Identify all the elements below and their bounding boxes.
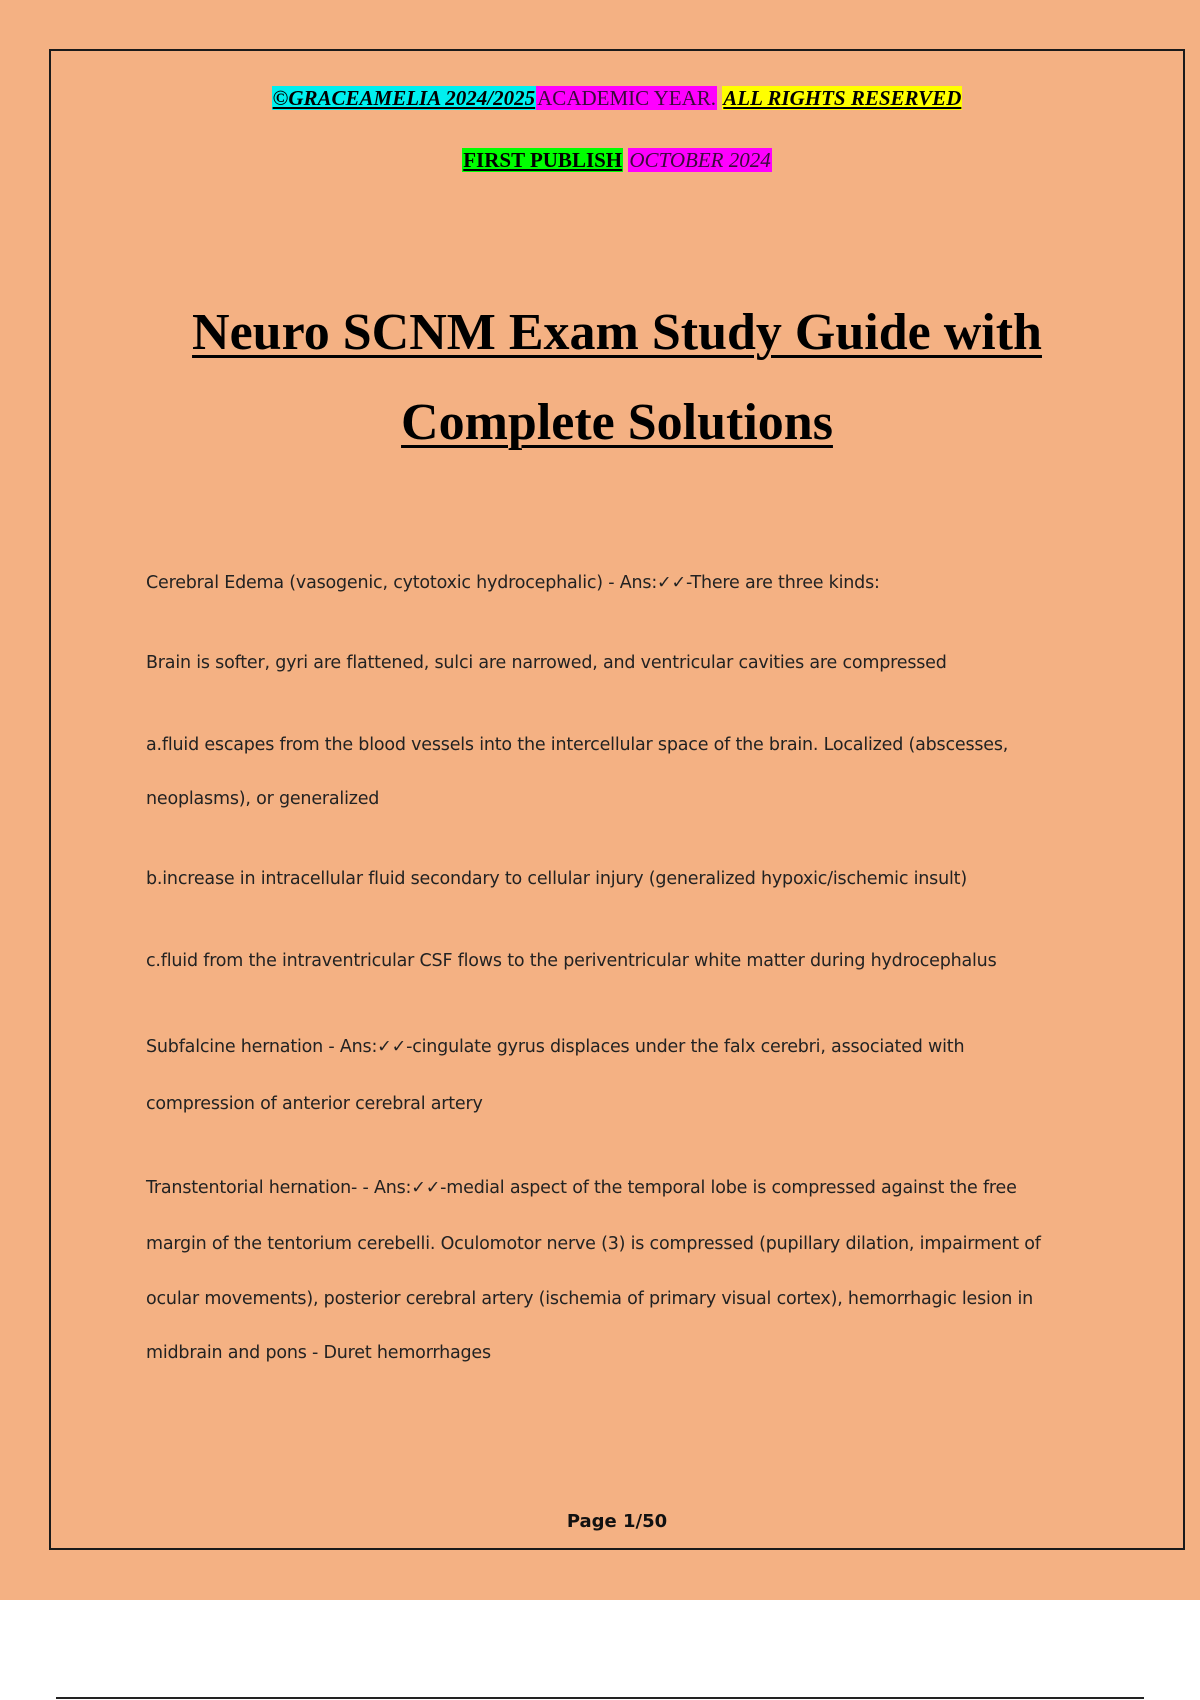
body-line: a.fluid escapes from the blood vessels into the intercellular space of the brain. Localized (abscesses, bbox=[146, 735, 1009, 755]
first-publish-text: FIRST PUBLISH bbox=[463, 148, 623, 172]
body-line: Subfalcine hernation - Ans:✓✓-cingulate gyrus displaces under the falx cerebri, associated with bbox=[146, 1037, 965, 1057]
body-line: margin of the tentorium cerebelli. Oculomotor nerve (3) is compressed (pupillary dilation, impairment of bbox=[146, 1234, 1041, 1254]
rights-reserved-text: ALL RIGHTS RESERVED bbox=[723, 86, 962, 110]
body-line: midbrain and pons - Duret hemorrhages bbox=[146, 1343, 491, 1363]
title-line-1: Neuro SCNM Exam Study Guide with bbox=[192, 304, 1042, 361]
body-line: Transtentorial hernation- - Ans:✓✓-medial aspect of the temporal lobe is compressed against the free bbox=[146, 1178, 1017, 1198]
publish-date-text: OCTOBER 2024 bbox=[629, 148, 771, 172]
body-line: c.fluid from the intraventricular CSF flows to the periventricular white matter during hydrocephalus bbox=[146, 951, 997, 971]
copyright-text: ©GRACEAMELIA 2024/2025 bbox=[272, 86, 536, 110]
body-line: Cerebral Edema (vasogenic, cytotoxic hydrocephalic) - Ans:✓✓-There are three kinds: bbox=[146, 573, 880, 593]
title-line-2: Complete Solutions bbox=[401, 394, 833, 451]
publish-header bbox=[51, 147, 1183, 173]
academic-year-text: ACADEMIC YEAR. bbox=[537, 86, 717, 110]
body-line: ocular movements), posterior cerebral artery (ischemia of primary visual cortex), hemorrhagic lesion in bbox=[146, 1289, 1034, 1309]
body-line: Brain is softer, gyri are flattened, sulci are narrowed, and ventricular cavities are compressed bbox=[146, 653, 947, 673]
copyright-header bbox=[51, 85, 1183, 111]
next-page-rule bbox=[56, 1697, 1144, 1699]
body-line: neoplasms), or generalized bbox=[146, 789, 380, 809]
document-title bbox=[51, 288, 1183, 468]
page-border-frame bbox=[49, 49, 1185, 1550]
page-number: Page 1/50 bbox=[566, 1511, 668, 1532]
body-line: b.increase in intracellular fluid secondary to cellular injury (generalized hypoxic/ischemic insult) bbox=[146, 869, 967, 889]
body-line: compression of anterior cerebral artery bbox=[146, 1094, 483, 1114]
